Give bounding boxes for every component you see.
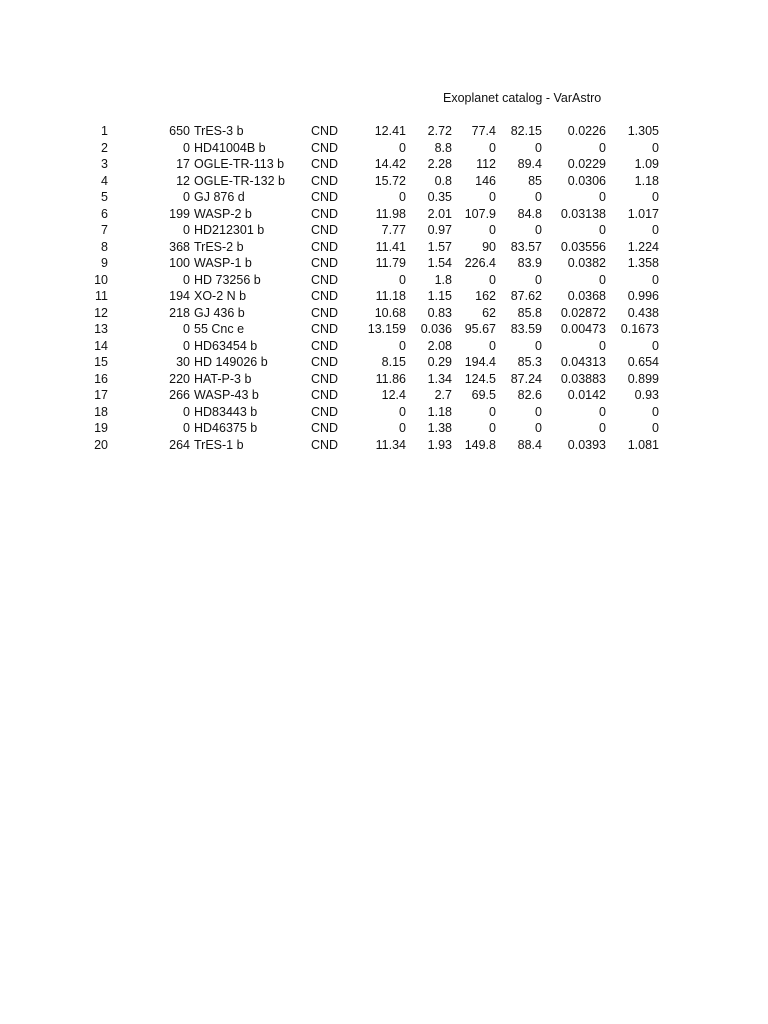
value-2: 0.97 xyxy=(427,223,452,237)
row-number: 30 xyxy=(176,355,190,369)
row-index: 16 xyxy=(94,371,108,386)
status-code: CND xyxy=(311,223,339,237)
table-row xyxy=(0,189,768,206)
value-5: 0.0229 xyxy=(567,157,606,171)
value-4: 0 xyxy=(535,338,542,353)
value-2: 8.8 xyxy=(434,140,452,155)
value-3: 194.4 xyxy=(464,355,496,369)
value-1: 0 xyxy=(399,190,406,204)
row-number: 0 xyxy=(183,338,190,353)
row-number: 194 xyxy=(169,289,190,303)
value-4: 83.57 xyxy=(510,239,542,254)
value-4: 0 xyxy=(535,272,542,287)
row-index: 3 xyxy=(101,157,108,171)
planet-name: HAT-P-3 b xyxy=(194,371,252,386)
value-4: 85.3 xyxy=(517,355,542,369)
value-6: 0.93 xyxy=(634,388,659,402)
status-code: CND xyxy=(311,140,339,155)
value-4: 84.8 xyxy=(517,206,542,221)
value-1: 11.79 xyxy=(375,256,406,270)
table-row xyxy=(0,321,768,338)
value-5: 0 xyxy=(599,338,606,353)
value-6: 1.09 xyxy=(634,157,659,171)
table-row xyxy=(0,387,768,404)
value-2: 2.7 xyxy=(434,388,452,402)
value-2: 0.35 xyxy=(427,190,452,204)
value-4: 88.4 xyxy=(517,437,542,452)
value-3: 62 xyxy=(482,305,496,320)
row-number: 0 xyxy=(183,272,190,287)
row-index: 8 xyxy=(101,239,108,254)
value-6: 1.358 xyxy=(627,256,659,270)
status-code: CND xyxy=(311,322,339,336)
value-2: 0.036 xyxy=(420,322,452,336)
value-3: 69.5 xyxy=(471,388,496,402)
value-4: 0 xyxy=(535,190,542,204)
planet-name: GJ 436 b xyxy=(194,305,245,320)
table-row xyxy=(0,420,768,437)
table-row xyxy=(0,173,768,190)
status-code: CND xyxy=(311,173,339,188)
planet-name: 55 Cnc e xyxy=(194,322,245,336)
value-3: 124.5 xyxy=(464,371,496,386)
planet-name: HD46375 b xyxy=(194,421,258,435)
value-5: 0.0382 xyxy=(567,256,606,270)
planet-name: HD 73256 b xyxy=(194,272,261,287)
row-number: 199 xyxy=(169,206,190,221)
row-index: 14 xyxy=(94,338,108,353)
value-5: 0.02872 xyxy=(560,305,606,320)
planet-name: WASP-1 b xyxy=(194,256,252,270)
value-3: 146 xyxy=(475,173,496,188)
table-row xyxy=(0,206,768,223)
status-code: CND xyxy=(311,124,339,138)
table-row xyxy=(0,239,768,256)
value-5: 0.03138 xyxy=(560,206,606,221)
value-6: 1.081 xyxy=(627,437,659,452)
table-row xyxy=(0,288,768,305)
value-1: 0 xyxy=(399,338,406,353)
row-index: 12 xyxy=(94,305,108,320)
value-3: 112 xyxy=(476,157,496,171)
value-5: 0 xyxy=(599,421,606,435)
value-4: 85 xyxy=(528,173,542,188)
row-index: 11 xyxy=(95,289,108,303)
row-number: 650 xyxy=(169,124,190,138)
status-code: CND xyxy=(311,206,339,221)
value-5: 0 xyxy=(599,223,606,237)
row-number: 17 xyxy=(176,157,190,171)
table-row xyxy=(0,404,768,421)
value-4: 0 xyxy=(535,421,542,435)
row-number: 0 xyxy=(183,190,190,204)
value-6: 1.017 xyxy=(627,206,659,221)
value-1: 8.15 xyxy=(381,355,406,369)
value-6: 1.305 xyxy=(627,124,659,138)
status-code: CND xyxy=(311,437,339,452)
value-1: 11.98 xyxy=(375,206,406,221)
value-4: 0 xyxy=(535,140,542,155)
table-row xyxy=(0,222,768,239)
value-1: 10.68 xyxy=(374,305,406,320)
planet-name: WASP-2 b xyxy=(194,206,252,221)
value-1: 11.34 xyxy=(375,437,406,452)
table-row xyxy=(0,338,768,355)
value-2: 0.8 xyxy=(434,173,452,188)
value-4: 82.6 xyxy=(517,388,542,402)
row-number: 12 xyxy=(176,173,190,188)
value-2: 0.29 xyxy=(427,355,452,369)
status-code: CND xyxy=(311,289,339,303)
document-title: Exoplanet catalog - VarAstro xyxy=(443,91,602,105)
value-2: 1.34 xyxy=(427,371,452,386)
planet-name: HD212301 b xyxy=(194,223,265,237)
value-5: 0 xyxy=(599,272,606,287)
status-code: CND xyxy=(311,421,339,435)
planet-name: OGLE-TR-132 b xyxy=(194,173,286,188)
value-1: 11.86 xyxy=(375,371,406,386)
row-number: 0 xyxy=(183,404,190,419)
value-1: 0 xyxy=(399,140,406,155)
value-2: 1.15 xyxy=(427,289,452,303)
value-3: 226.4 xyxy=(464,256,496,270)
value-5: 0 xyxy=(599,140,606,155)
table-row xyxy=(0,437,768,454)
value-5: 0.0368 xyxy=(567,289,606,303)
value-2: 2.08 xyxy=(427,338,452,353)
value-1: 0 xyxy=(399,272,406,287)
value-6: 0.899 xyxy=(627,371,659,386)
value-4: 87.62 xyxy=(510,289,542,303)
value-3: 0 xyxy=(489,223,496,237)
exoplanet-table xyxy=(0,123,768,453)
status-code: CND xyxy=(311,305,339,320)
value-3: 0 xyxy=(489,421,496,435)
value-6: 0.654 xyxy=(627,355,659,369)
status-code: CND xyxy=(311,256,339,270)
row-index: 17 xyxy=(94,388,108,402)
value-3: 0 xyxy=(489,190,496,204)
value-2: 1.54 xyxy=(427,256,452,270)
value-3: 0 xyxy=(489,272,496,287)
value-4: 83.59 xyxy=(510,322,542,336)
value-2: 1.38 xyxy=(427,421,452,435)
planet-name: TrES-3 b xyxy=(194,124,244,138)
value-5: 0 xyxy=(599,404,606,419)
value-3: 0 xyxy=(489,404,496,419)
value-1: 0 xyxy=(399,404,406,419)
row-index: 1 xyxy=(101,124,108,138)
value-3: 149.8 xyxy=(464,437,496,452)
row-index: 10 xyxy=(94,272,108,287)
value-6: 0 xyxy=(652,140,659,155)
value-5: 0.04313 xyxy=(560,355,606,369)
row-index: 4 xyxy=(101,173,108,188)
status-code: CND xyxy=(311,272,339,287)
value-3: 90 xyxy=(482,239,496,254)
value-3: 107.9 xyxy=(464,206,496,221)
value-4: 87.24 xyxy=(510,371,542,386)
planet-name: TrES-1 b xyxy=(194,437,244,452)
planet-name: GJ 876 d xyxy=(194,190,245,204)
value-6: 0 xyxy=(652,404,659,419)
row-number: 266 xyxy=(169,388,190,402)
planet-name: OGLE-TR-113 b xyxy=(194,157,285,171)
status-code: CND xyxy=(311,190,339,204)
value-1: 11.18 xyxy=(375,289,406,303)
value-1: 14.42 xyxy=(374,157,406,171)
value-5: 0.0306 xyxy=(567,173,606,188)
row-index: 18 xyxy=(94,404,108,419)
planet-name: HD41004B b xyxy=(194,140,266,155)
value-1: 13.159 xyxy=(367,322,406,336)
value-1: 12.41 xyxy=(374,124,406,138)
value-2: 2.01 xyxy=(427,206,452,221)
table-row xyxy=(0,123,768,140)
value-5: 0 xyxy=(599,190,606,204)
status-code: CND xyxy=(311,388,339,402)
row-number: 100 xyxy=(169,256,190,270)
row-number: 0 xyxy=(183,322,190,336)
table-row xyxy=(0,305,768,322)
planet-name: TrES-2 b xyxy=(194,239,244,254)
row-index: 15 xyxy=(94,355,108,369)
row-index: 6 xyxy=(101,206,108,221)
status-code: CND xyxy=(311,355,339,369)
status-code: CND xyxy=(311,371,339,386)
table-row xyxy=(0,371,768,388)
value-6: 0 xyxy=(652,272,659,287)
status-code: CND xyxy=(311,239,339,254)
value-6: 0 xyxy=(652,223,659,237)
row-index: 20 xyxy=(94,437,108,452)
row-number: 0 xyxy=(183,223,190,237)
row-number: 0 xyxy=(183,421,190,435)
row-index: 5 xyxy=(101,190,108,204)
value-3: 0 xyxy=(489,338,496,353)
table-row xyxy=(0,156,768,173)
value-6: 0 xyxy=(652,190,659,204)
value-5: 0.0393 xyxy=(567,437,606,452)
value-6: 0.996 xyxy=(627,289,659,303)
row-index: 19 xyxy=(94,421,108,435)
value-5: 0.0226 xyxy=(567,124,606,138)
value-4: 0 xyxy=(535,404,542,419)
value-3: 77.4 xyxy=(471,124,496,138)
value-2: 1.93 xyxy=(427,437,452,452)
value-2: 1.8 xyxy=(434,272,452,287)
value-6: 1.18 xyxy=(634,173,659,188)
value-2: 2.72 xyxy=(427,124,452,138)
table-row xyxy=(0,140,768,157)
planet-name: HD 149026 b xyxy=(194,355,268,369)
table-row xyxy=(0,272,768,289)
value-6: 0.438 xyxy=(627,305,659,320)
planet-name: HD63454 b xyxy=(194,338,258,353)
row-number: 218 xyxy=(169,305,190,320)
value-3: 95.67 xyxy=(464,322,496,336)
planet-name: XO-2 N b xyxy=(194,289,247,303)
value-4: 0 xyxy=(535,223,542,237)
value-4: 82.15 xyxy=(510,124,542,138)
value-6: 0 xyxy=(652,338,659,353)
row-index: 7 xyxy=(101,223,108,237)
value-4: 89.4 xyxy=(517,157,542,171)
value-1: 7.77 xyxy=(381,223,406,237)
table-row xyxy=(0,354,768,371)
status-code: CND xyxy=(311,404,339,419)
table-row xyxy=(0,255,768,272)
value-5: 0.0142 xyxy=(567,388,606,402)
value-4: 83.9 xyxy=(517,256,542,270)
row-index: 13 xyxy=(94,322,108,336)
value-6: 0.1673 xyxy=(620,322,659,336)
value-2: 1.57 xyxy=(427,239,452,254)
planet-name: HD83443 b xyxy=(194,404,258,419)
value-2: 0.83 xyxy=(427,305,452,320)
value-2: 1.18 xyxy=(427,404,452,419)
row-number: 368 xyxy=(169,239,190,254)
value-1: 15.72 xyxy=(374,173,406,188)
value-5: 0.03556 xyxy=(560,239,606,254)
value-1: 12.4 xyxy=(381,388,406,402)
value-5: 0.00473 xyxy=(560,322,606,336)
value-3: 0 xyxy=(489,140,496,155)
value-1: 0 xyxy=(399,421,406,435)
value-1: 11.41 xyxy=(375,239,406,254)
value-5: 0.03883 xyxy=(560,371,606,386)
value-6: 1.224 xyxy=(627,239,659,254)
status-code: CND xyxy=(311,338,339,353)
row-number: 220 xyxy=(169,371,190,386)
value-3: 162 xyxy=(475,289,496,303)
value-2: 2.28 xyxy=(427,157,452,171)
row-number: 264 xyxy=(169,437,190,452)
status-code: CND xyxy=(311,157,339,171)
row-number: 0 xyxy=(183,140,190,155)
row-index: 2 xyxy=(101,140,108,155)
value-6: 0 xyxy=(652,421,659,435)
value-4: 85.8 xyxy=(517,305,542,320)
row-index: 9 xyxy=(101,256,108,270)
planet-name: WASP-43 b xyxy=(194,388,259,402)
